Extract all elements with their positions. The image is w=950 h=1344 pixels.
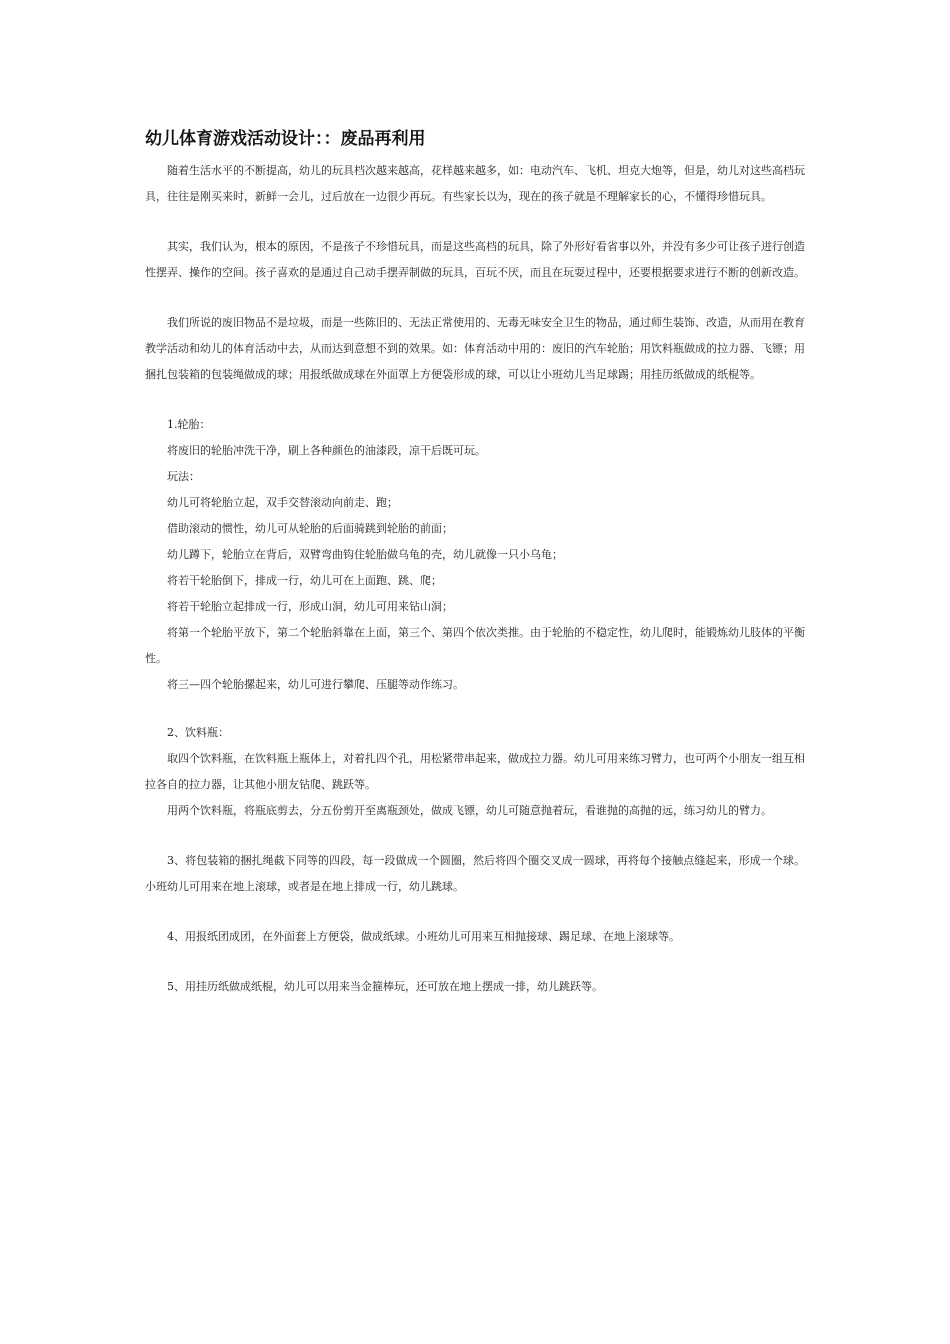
paragraph-3: 我们所说的废旧物品不是垃圾，而是一些陈旧的、无法正常使用的、无毒无味安全卫生的物品，通过师生装饰、改造，从而用在教育教学活动和幼儿的体育活动中去，从而达到意想不到的效果。如：体育活动中用的：废旧的汽车轮胎；用饮料瓶做成的拉力器、飞镖；用捆扎包装箱的包装绳做成的球；用报纸做成球在外面罩上方便袋形成的球，可以让小班幼儿当足球踢；用挂历纸做成的纸棍等。 [145,316,805,381]
item-3-paragraph: 3、将包装箱的捆扎绳截下同等的四段，每一段做成一个圆圈，然后将四个圈交叉成一圆球，再将每个接触点缝起来，形成一个球。小班幼儿可用来在地上滚球，或者是在地上排成一行，幼儿跳球。 [145,854,805,893]
tire-play-item: 将若干轮胎立起排成一行，形成山洞，幼儿可用来钻山洞； [167,600,453,613]
tire-play-item: 幼儿蹲下，轮胎立在背后，双臂弯曲钩住轮胎做乌龟的壳，幼儿就像一只小乌龟； [167,548,563,561]
document-title: 幼儿体育游戏活动设计：：废品再利用 [145,129,426,149]
bottle-heading: 2、饮料瓶： [167,726,229,739]
tire-play-item: 幼儿可将轮胎立起，双手交替滚动向前走、跑； [167,496,398,509]
tire-play-item: 将若干轮胎倒下，排成一行，幼儿可在上面跑、跳、爬； [167,574,442,587]
tire-play-item: 将第一个轮胎平放下，第二个轮胎斜靠在上面，第三个、第四个依次类推。由于轮胎的不稳定性，幼儿爬时，能锻炼幼儿肢体的平衡性。 [145,626,805,665]
document-body [145,158,805,1000]
tire-description: 将废旧的轮胎冲洗干净，刷上各种颜色的油漆段，凉干后既可玩。 [167,444,486,457]
tire-play-label: 玩法： [167,470,200,483]
tire-play-item: 将三—四个轮胎摞起来，幼儿可进行攀爬、压腿等动作练习。 [167,678,464,691]
paragraph-2: 其实，我们认为，根本的原因，不是孩子不珍惜玩具，而是这些高档的玩具，除了外形好看省事以外，并没有多少可让孩子进行创造性摆弄、操作的空间。孩子喜欢的是通过自己动手摆弄制做的玩具，百玩不厌，而且在玩耍过程中，还要根据要求进行不断的创新改造。 [145,240,805,279]
tire-play-item: 借助滚动的惯性，幼儿可从轮胎的后面骑跳到轮胎的前面； [167,522,453,535]
bottle-item: 用两个饮料瓶，将瓶底剪去，分五份剪开至离瓶颈处，做成飞镖，幼儿可随意抛着玩，看谁抛的高抛的远，练习幼儿的臂力。 [167,804,772,817]
intro-paragraph: 随着生活水平的不断提高，幼儿的玩具档次越来越高，花样越来越多，如：电动汽车、飞机、坦克大炮等，但是，幼儿对这些高档玩具，往往是刚买来时，新鲜一会儿，过后放在一边很少再玩。有些家长以为，现在的孩子就是不理解家长的心，不懂得珍惜玩具。 [145,164,805,203]
item-5-paragraph: 5、用挂历纸做成纸棍，幼儿可以用来当金箍棒玩，还可放在地上摆成一排，幼儿跳跃等。 [167,980,603,993]
bottle-item: 取四个饮料瓶，在饮料瓶上瓶体上，对着扎四个孔，用松紧带串起来，做成拉力器。幼儿可用来练习臂力，也可两个小朋友一组互相拉各自的拉力器，让其他小朋友钻爬、跳跃等。 [145,752,805,791]
item-4-paragraph: 4、用报纸团成团，在外面套上方便袋，做成纸球。小班幼儿可用来互相抛接球、踢足球、在地上滚球等。 [167,930,680,943]
tire-heading: 1.轮胎： [167,418,211,431]
